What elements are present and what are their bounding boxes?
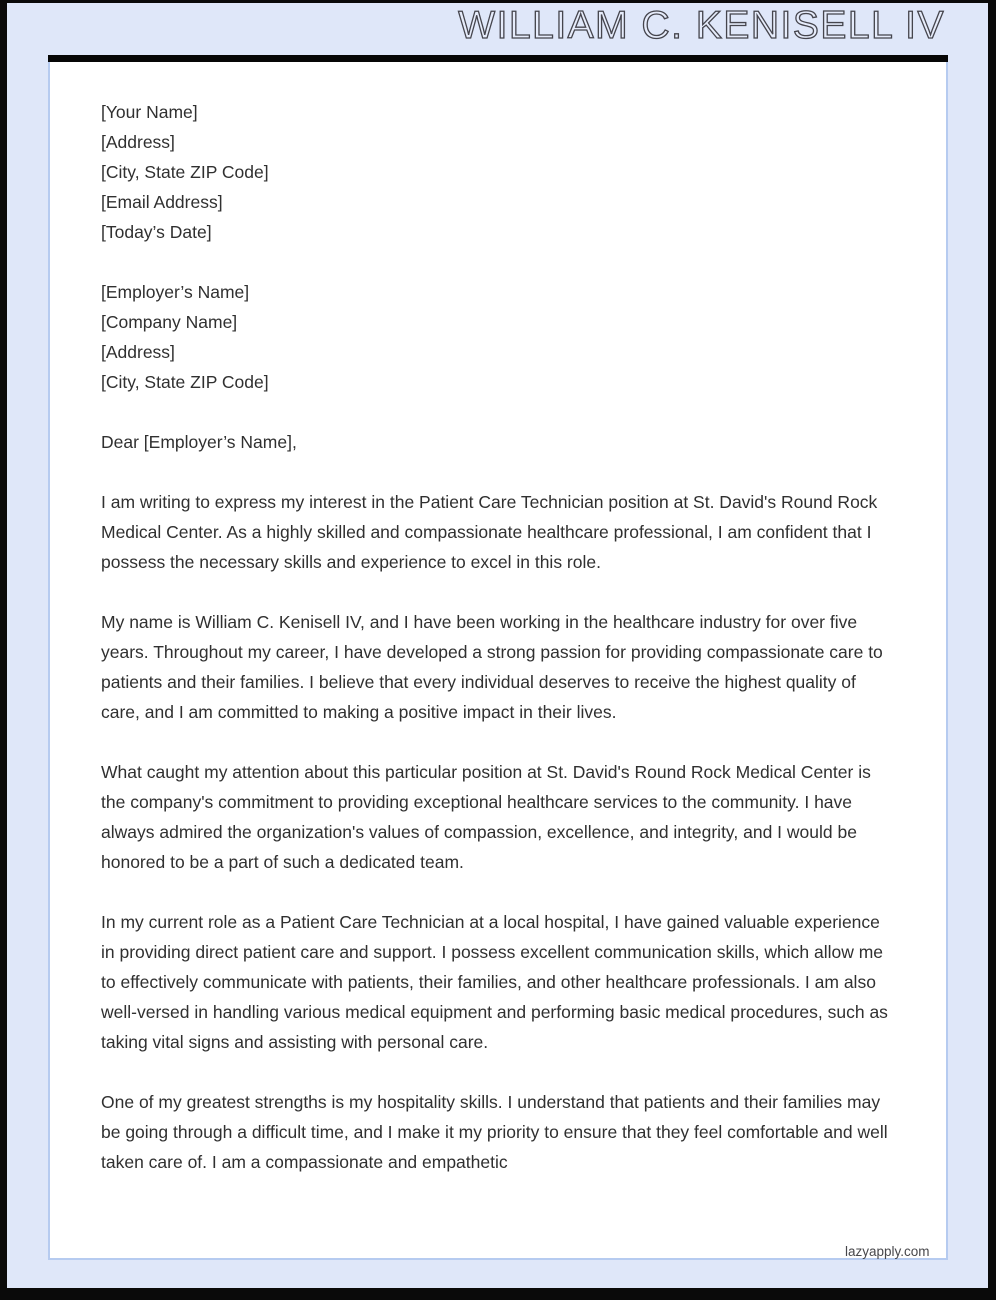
recipient-city-line: [City, State ZIP Code] [101,372,269,392]
page-title: WILLIAM C. KENISELL IV [458,4,945,47]
lazyapply-watermark: lazyapply.com [845,1244,930,1259]
sender-name-line: [Your Name] [101,102,198,122]
paragraph-experience: In my current role as a Patient Care Technician at a local hospital, I have gained valuable experience in providing direct patient care and support. I possess excellent communication skills, which allow me to effectively communicate with patients, their families, and other healthcare professionals. I am also well-versed in handling various medical equipment and performing basic medical procedures, such as taking vital signs and assisting with personal care. [101,912,888,1052]
header-rule-divider [48,55,948,62]
recipient-address-line: [Address] [101,342,175,362]
sender-address-block [101,97,893,247]
recipient-name-line: [Employer’s Name] [101,282,250,302]
paragraph-intro: I am writing to express my interest in the Patient Care Technician position at St. David's Round Rock Medical Center. As a highly skilled and compassionate healthcare professional, I am confident that I possess the necessary skills and experience to excel in this role. [101,492,878,572]
sender-city-line: [City, State ZIP Code] [101,162,269,182]
letter-body [101,97,893,1207]
recipient-company-line: [Company Name] [101,312,238,332]
sender-address-line: [Address] [101,132,175,152]
salutation: Dear [Employer’s Name], [101,432,297,452]
paragraph-motivation: What caught my attention about this particular position at St. David's Round Rock Medical Center is the company's commitment to providing exceptional healthcare services to the community. I have always admired the organization's values of compassion, excellence, and integrity, and I would be honored to be a part of such a dedicated team. [101,762,871,872]
document-sheet [48,62,948,1260]
sender-email-line: [Email Address] [101,192,223,212]
paragraph-background: My name is William C. Kenisell IV, and I have been working in the healthcare industry for over five years. Throughout my career, I have developed a strong passion for providing compassionate care to patients and their families. I believe that every individual deserves to receive the highest quality of care, and I am committed to making a positive impact in their lives. [101,612,883,722]
sender-date-line: [Today’s Date] [101,222,212,242]
paragraph-strengths: One of my greatest strengths is my hospitality skills. I understand that patients and their families may be going through a difficult time, and I make it my priority to ensure that they feel comfortable and well taken care of. I am a compassionate and empathetic [101,1092,888,1172]
recipient-address-block [101,277,893,397]
